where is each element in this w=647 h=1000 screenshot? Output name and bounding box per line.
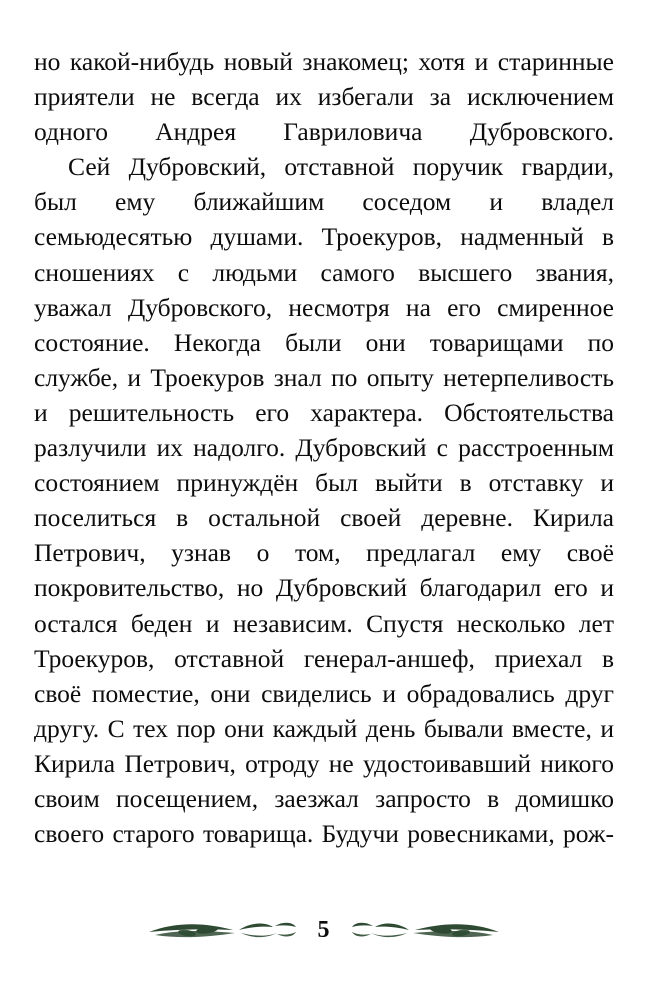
floral-leaf-ornament-right-icon	[351, 917, 501, 943]
paragraph: Сей Дубровский, отставной поручик гвардии, был ему ближайшим соседом и владел семьюдесятью душами. Троекуров, надменный в сношениях с людьми самого высшего звания, уважал Дубровского, несмотря на его смиренное состояние. Некогда были они товарищами по службе, и Троекуров знал по опыту нетерпеливость и решительность его характера. Обстоятельства разлучили их надолго. Дубровский с расстроенным состоянием принуждён был выйти в отставку и поселиться в остальной своей деревне. Кирила Петрович, узнав о том, предлагал ему своё покровительство, но Дубровский благодарил его и остался беден и независим. Спустя несколько лет Троекуров, отставной генерал-аншеф, приехал в своё поместие, они свиделись и обрадовались друг другу. С тех пор они каждый день бывали вместе, и Кирила Петрович, отроду не удостоивавший никого своим посещением, заезжал запросто в домишко своего старого товарища. Будучи ровесниками, рож-	[34, 152, 614, 849]
page-footer	[0, 900, 647, 960]
page-text-body	[34, 44, 614, 851]
floral-leaf-ornament-left-icon	[147, 917, 297, 943]
paragraph: но какой-нибудь новый знакомец; хотя и старинные приятели не всегда их избегали за исключением одного Андрея Гавриловича Дубровского.	[34, 47, 614, 147]
page-number: 5	[317, 916, 330, 943]
